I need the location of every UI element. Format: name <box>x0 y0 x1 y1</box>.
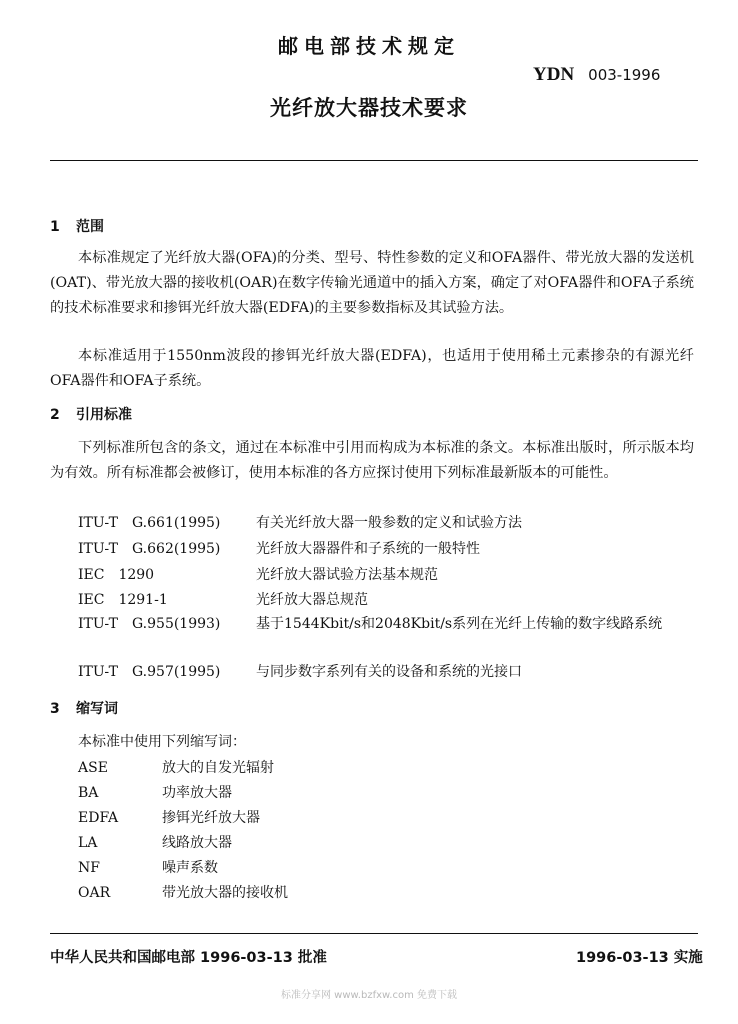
download-watermark: 标准分享网 www.bzfxw.com 免费下载 <box>281 990 457 1001</box>
abbreviation-row <box>78 881 288 905</box>
section-title: 缩写词 <box>76 701 118 717</box>
abbreviation-meaning: 带光放大器的接收机 <box>162 885 288 901</box>
footer-divider <box>50 933 698 934</box>
standard-code-number: 003-1996 <box>588 66 661 84</box>
reference-title: 光纤放大器总规范 <box>256 592 368 608</box>
implementation-date: 1996-03-13 实施 <box>576 950 703 966</box>
reference-title: 与同步数字系列有关的设备和系统的光接口 <box>256 664 522 680</box>
reference-code: ITU-T G.957(1995) <box>78 664 221 680</box>
reference-title: 光纤放大器器件和子系统的一般特性 <box>256 541 480 557</box>
abbreviation-meaning: 掺铒光纤放大器 <box>162 810 260 826</box>
section-title: 引用标准 <box>76 407 132 423</box>
section-3-heading <box>50 698 118 718</box>
abbreviation: LA <box>78 835 98 851</box>
reference-code: ITU-T G.662(1995) <box>78 541 221 557</box>
reference-row <box>78 660 522 684</box>
document-title: 光纤放大器技术要求 <box>270 96 468 120</box>
abbreviation: BA <box>78 785 99 801</box>
issuing-authority: 邮电部技术规定 <box>278 34 460 58</box>
reference-row <box>78 563 438 587</box>
reference-row <box>78 537 480 561</box>
approval-line: 中华人民共和国邮电部 1996-03-13 批准 <box>50 950 327 966</box>
abbreviation-meaning: 放大的自发光辐射 <box>162 760 274 776</box>
section-number: 2 <box>50 407 60 423</box>
reference-row <box>78 511 522 535</box>
abbreviation-row <box>78 856 218 880</box>
reference-row <box>78 612 663 660</box>
reference-code: ITU-T G.955(1993) <box>78 616 221 632</box>
section-2-paragraph-1: 下列标准所包含的条文，通过在本标准中引用而构成为本标准的条文。本标准出版时，所示版本均为有效。所有标准都会被修订，使用本标准的各方应探讨使用下列标准最新版本的可能性。 <box>50 440 694 481</box>
section-number: 1 <box>50 219 60 235</box>
section-1-heading <box>50 216 104 236</box>
abbreviation-meaning: 线路放大器 <box>162 835 232 851</box>
reference-row <box>78 588 368 612</box>
abbreviation: NF <box>78 860 100 876</box>
abbreviations-intro: 本标准中使用下列缩写词： <box>78 734 246 750</box>
section-1-paragraph-1: 本标准规定了光纤放大器(OFA)的分类、型号、特性参数的定义和OFA器件、带光放大器的发送机(OAT)、带光放大器的接收机(OAR)在数字传输光通道中的插入方案，确定了对OFA器件和OFA子系统的技术标准要求和掺铒光纤放大器(EDFA)的主要参数指标及其试验方法。 <box>50 250 694 316</box>
reference-title: 基于1544Kbit/s和2048Kbit/s系列在光纤上传输的数字线路系统 <box>256 616 663 632</box>
header-divider <box>50 160 698 161</box>
reference-title: 光纤放大器试验方法基本规范 <box>256 567 438 583</box>
reference-code: IEC 1291-1 <box>78 592 168 608</box>
abbreviation-row <box>78 756 274 780</box>
standard-code-prefix: YDN <box>533 64 575 85</box>
abbreviation: ASE <box>78 760 108 776</box>
section-number: 3 <box>50 701 60 717</box>
reference-title: 有关光纤放大器一般参数的定义和试验方法 <box>256 515 522 531</box>
abbreviation-row <box>78 831 232 855</box>
abbreviation-row <box>78 806 260 830</box>
abbreviation-meaning: 噪声系数 <box>162 860 218 876</box>
section-title: 范围 <box>76 219 104 235</box>
abbreviation: EDFA <box>78 810 119 826</box>
reference-code: IEC 1290 <box>78 567 155 583</box>
abbreviation: OAR <box>78 885 111 901</box>
abbreviation-row <box>78 781 232 805</box>
abbreviation-meaning: 功率放大器 <box>162 785 232 801</box>
section-2-heading <box>50 404 132 424</box>
section-1-paragraph-2: 本标准适用于1550nm波段的掺铒光纤放大器(EDFA)，也适用于使用稀土元素掺杂的有源光纤OFA器件和OFA子系统。 <box>50 348 694 389</box>
reference-code: ITU-T G.661(1995) <box>78 515 221 531</box>
standard-code <box>533 64 660 86</box>
